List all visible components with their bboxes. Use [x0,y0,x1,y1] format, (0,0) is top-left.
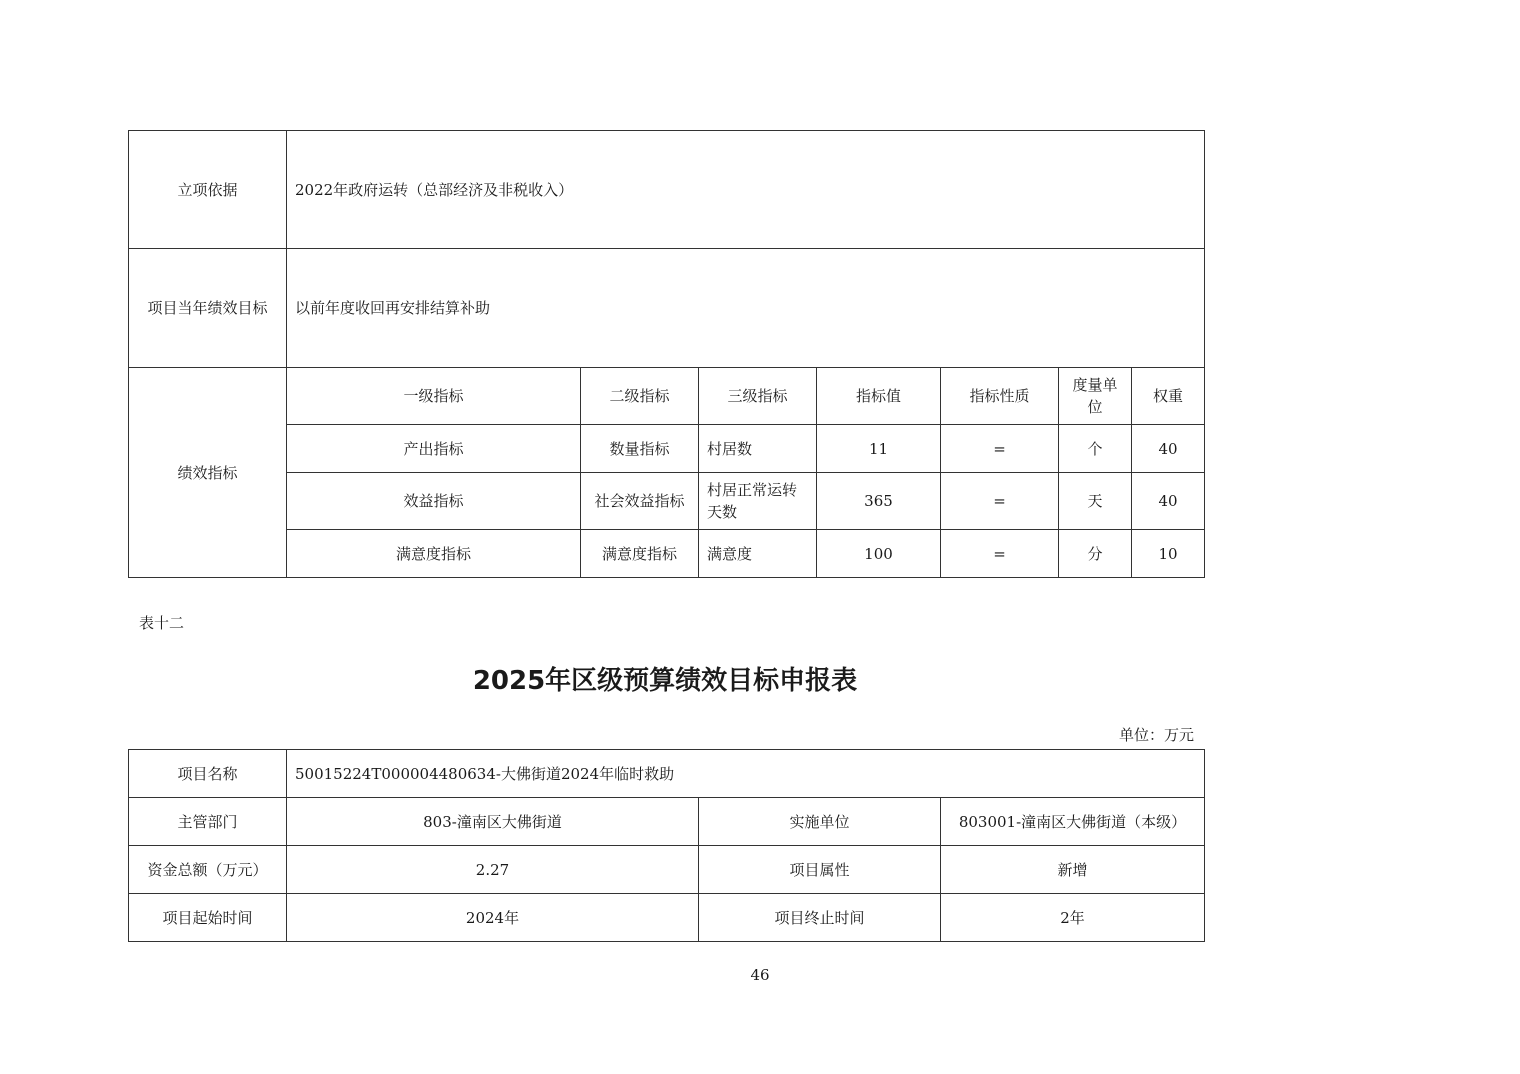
header-value: 指标值 [817,368,941,425]
level3-cell: 满意度 [699,530,817,578]
level3-cell: 村居正常运转天数 [699,473,817,530]
page-title: 2025年区级预算绩效目标申报表 [472,666,858,696]
project-info-table [128,749,1205,942]
impl-label: 实施单位 [699,798,941,846]
table-row [129,425,1205,473]
header-level3: 三级指标 [699,368,817,425]
start-label: 项目起始时间 [129,894,287,942]
level2-cell: 数量指标 [581,425,699,473]
unit-cell: 分 [1059,530,1132,578]
start-value: 2024年 [287,894,699,942]
table-row [129,530,1205,578]
end-label: 项目终止时间 [699,894,941,942]
nature-cell: = [941,425,1059,473]
level2-cell: 满意度指标 [581,530,699,578]
goal-label: 项目当年绩效目标 [129,249,287,368]
header-nature: 指标性质 [941,368,1059,425]
table-row [129,473,1205,530]
project-name-label: 项目名称 [129,750,287,798]
dept-value: 803-潼南区大佛街道 [287,798,699,846]
level1-cell: 效益指标 [287,473,581,530]
indicators-label: 绩效指标 [129,368,287,578]
attr-label: 项目属性 [699,846,941,894]
header-weight: 权重 [1132,368,1205,425]
performance-target-table [128,130,1205,578]
unit-cell: 天 [1059,473,1132,530]
end-value: 2年 [941,894,1205,942]
weight-cell: 40 [1132,425,1205,473]
fund-label: 资金总额（万元） [129,846,287,894]
value-cell: 11 [817,425,941,473]
impl-value: 803001-潼南区大佛街道（本级） [941,798,1205,846]
attr-value: 新增 [941,846,1205,894]
basis-value: 2022年政府运转（总部经济及非税收入） [287,131,1205,249]
value-cell: 365 [817,473,941,530]
nature-cell: = [941,473,1059,530]
level1-cell: 满意度指标 [287,530,581,578]
header-level1: 一级指标 [287,368,581,425]
nature-cell: = [941,530,1059,578]
header-unit: 度量单位 [1059,368,1132,425]
table-label: 表十二 [139,614,185,632]
header-level2: 二级指标 [581,368,699,425]
level3-cell: 村居数 [699,425,817,473]
fund-value: 2.27 [287,846,699,894]
dept-label: 主管部门 [129,798,287,846]
goal-value: 以前年度收回再安排结算补助 [287,249,1205,368]
unit-label: 单位：万元 [1118,726,1194,744]
project-name-value: 50015224T000004480634-大佛街道2024年临时救助 [287,750,1205,798]
basis-label: 立项依据 [129,131,287,249]
weight-cell: 10 [1132,530,1205,578]
level2-cell: 社会效益指标 [581,473,699,530]
page-number: 46 [750,966,770,984]
unit-cell: 个 [1059,425,1132,473]
level1-cell: 产出指标 [287,425,581,473]
weight-cell: 40 [1132,473,1205,530]
value-cell: 100 [817,530,941,578]
